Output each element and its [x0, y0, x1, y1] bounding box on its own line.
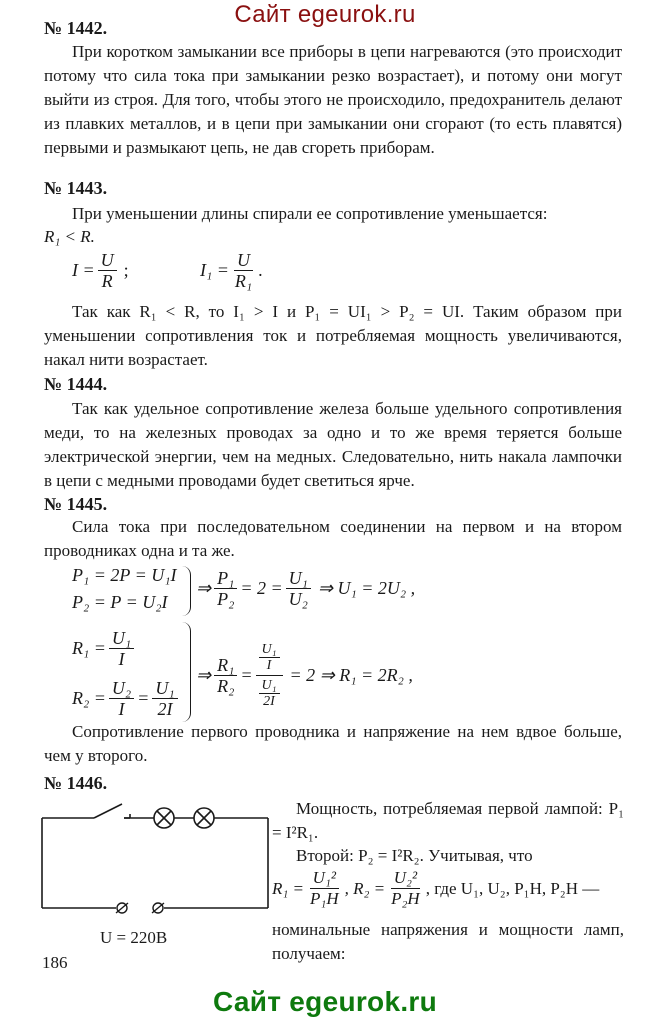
fraction-numerator: U₁²: [310, 868, 339, 889]
fraction-denominator: I: [266, 658, 272, 673]
fraction-denominator: 2I: [157, 699, 173, 719]
fraction-numerator: U₂²: [391, 868, 420, 889]
resistance-formulas: [272, 868, 599, 909]
fraction-numerator: U₁: [259, 678, 280, 694]
system2-result: [196, 640, 413, 711]
fraction-denominator: I: [118, 699, 125, 719]
fraction-u2sq-over-p2n: [388, 868, 423, 909]
lamp-1-icon: [154, 808, 174, 828]
system2-line1: [72, 628, 137, 669]
problem-number-1442: № 1442.: [44, 18, 108, 38]
fraction-denominator: R: [101, 271, 113, 291]
fraction-r1-over-r2: [214, 655, 237, 696]
fraction-numerator: U: [98, 250, 117, 271]
fraction-numerator: U₂: [109, 678, 134, 699]
problem-number-1445: № 1445.: [44, 494, 108, 514]
fraction-denominator: I: [118, 649, 125, 669]
formula-current-lhs: I =: [72, 260, 95, 280]
r1-lhs: R₁ =: [72, 638, 106, 658]
problem-1443-conclusion: Так как R₁ < R, то I₁ > I и P₁ = UI₁ > P₂ = UI. Таким образом при уменьшении сопротивления ток и потребляемая мощность увеличиваются, накал нити возрастает.: [44, 302, 622, 369]
system1-brace: [182, 566, 191, 616]
fraction-denominator: R₂: [217, 676, 235, 696]
compound-denominator: [256, 676, 283, 711]
r2-lhs: R₂ =: [72, 688, 106, 708]
system1-conclusion: ⇒ U₁ = 2U₂ ,: [317, 578, 416, 598]
system1-result: [196, 568, 415, 609]
fraction-u1sq-over-p1n: [307, 868, 342, 909]
fraction-u1-over-i: [109, 628, 134, 669]
implies-symbol: ⇒: [196, 578, 212, 598]
system2-brace: [182, 622, 191, 722]
fraction-u1-over-2i: [152, 678, 177, 719]
watermark-top: Сайт egeurok.ru: [234, 1, 416, 28]
page-number: 186: [42, 953, 68, 972]
fraction-denominator: U₂: [288, 589, 308, 609]
compound-numerator: [256, 640, 283, 676]
nominal-vars: , где U₁, U₂, P₁Н, P₂Н —: [425, 878, 600, 898]
fraction-u-over-r: [98, 250, 117, 291]
formula-current-1-lhs: I₁ =: [200, 260, 229, 280]
fraction-numerator: U: [234, 250, 253, 271]
fraction-denominator: P₂: [217, 589, 235, 609]
system2-line2: [72, 678, 181, 719]
system1-line1: P₁ = 2P = U₁I: [72, 565, 177, 585]
system2-conclusion: = 2 ⇒ R₁ = 2R₂ ,: [289, 665, 413, 685]
fraction-numerator: P₁: [214, 568, 237, 589]
equals-sign: =: [240, 665, 253, 685]
fraction-numerator: U₁: [109, 628, 134, 649]
problem-1442-text: При коротком замыкании все приборы в цепи нагреваются (это происходит потому что сила тока при замыкании резко возрастает), и потому они могут выйти из строя. Для того, чтобы этого не происходило, предохранитель делают из плавких металлов, и в цепи при замыкании они сгорают (то есть плавятся) первыми и размыкают цепь, не дав сгореть приборам.: [44, 42, 622, 157]
problem-1446-text1: Мощность, потребляемая первой лампой: P₁ = I²R₁.: [272, 799, 624, 842]
fraction-numerator: U₁: [286, 568, 311, 589]
formula-current: [72, 250, 129, 291]
switch-blade: [94, 804, 122, 818]
problem-1443-inequality: R₁ < R.: [44, 227, 95, 246]
fraction-denominator: 2I: [263, 694, 275, 709]
equals-two: = 2 =: [240, 578, 283, 598]
problem-1445-intro: Сила тока при последовательном соединении на первом и на втором проводниках одна и та же.: [44, 517, 622, 560]
voltage-label: U = 220В: [100, 928, 168, 947]
formula-end: .: [258, 260, 263, 280]
implies-symbol: ⇒: [196, 665, 212, 685]
problem-1446-text4: номинальные напряжения и мощности ламп, получаем:: [272, 920, 624, 963]
circuit-diagram: [40, 800, 270, 920]
r1-lhs: R₁ =: [272, 878, 305, 898]
compound-fraction: [256, 640, 283, 711]
fraction-u1-over-u2: [286, 568, 311, 609]
problem-number-1443: № 1443.: [44, 178, 108, 198]
fraction-numerator: R₁: [214, 655, 237, 676]
fraction-u1-over-2i-small: [259, 678, 280, 709]
lamp-2-icon: [194, 808, 214, 828]
problem-number-1446: № 1446.: [44, 773, 108, 793]
problem-1445-conclusion: Сопротивление первого проводника и напряжение на нем вдвое больше, чем у второго.: [44, 722, 622, 765]
problem-1446-text2: Второй: P₂ = I²R₂. Учитывая, что: [296, 846, 533, 865]
terminal-right-icon: [152, 903, 164, 913]
fraction-numerator: U₁: [152, 678, 177, 699]
system1-line2: P₂ = P = U₂I: [72, 592, 168, 612]
fraction-numerator: U₁: [259, 642, 280, 658]
fraction-denominator: R₁: [234, 271, 253, 291]
equals-sign: =: [137, 688, 150, 708]
problem-1443-intro: При уменьшении длины спирали ее сопротивление уменьшается:: [72, 204, 548, 223]
terminal-left-icon: [116, 903, 128, 913]
r2-lhs: , R₂ =: [344, 878, 386, 898]
fraction-u-over-r1: [232, 250, 255, 291]
problem-number-1444: № 1444.: [44, 374, 108, 394]
fraction-u2-over-i: [109, 678, 134, 719]
fraction-denominator: P₂Н: [391, 889, 420, 908]
formula-separator: ;: [123, 260, 129, 280]
problem-1444-text: Так как удельное сопротивление железа больше удельного сопротивления меди, то на железных проводах за одно и то же время теряется больше электрической энергии, чем на медных. Следовательно, нить накала лампочки в цепи с медными проводами будет светиться ярче.: [44, 399, 622, 490]
formula-current-1: [200, 250, 263, 291]
watermark-bottom: Сайт egeurok.ru: [212, 986, 438, 1017]
fraction-u1-over-i-small: [259, 642, 280, 673]
fraction-p1-over-p2: [214, 568, 237, 609]
fraction-denominator: P₁Н: [310, 889, 339, 908]
